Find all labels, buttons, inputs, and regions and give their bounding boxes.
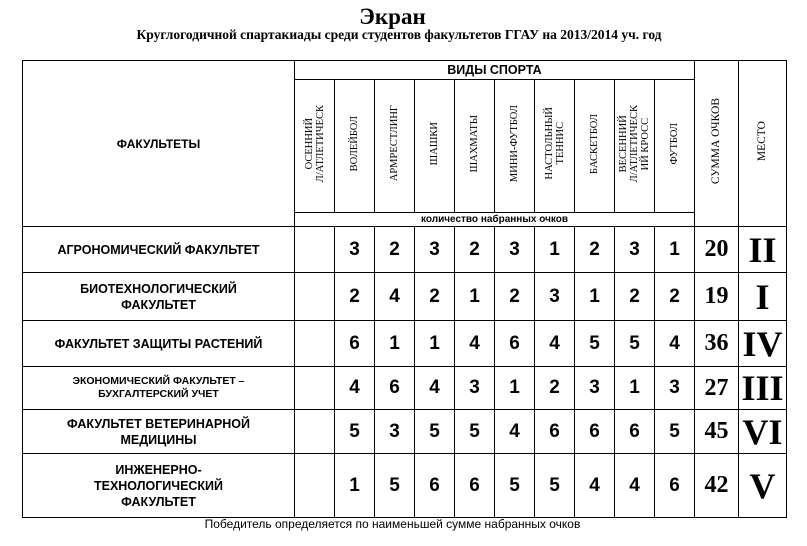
sum-cell: 45: [695, 410, 739, 454]
page-title: Экран: [359, 4, 426, 29]
score-cell: 6: [415, 454, 455, 518]
footer-note: Победитель определяется по наименьшей сумме набранных очков: [204, 517, 581, 531]
faculty-name: ИНЖЕНЕРНО- ТЕХНОЛОГИЧЕСКИЙ ФАКУЛЬТЕТ: [23, 454, 295, 518]
score-cell: 6: [375, 367, 415, 410]
place-cell: V: [739, 454, 787, 518]
score-cell: 6: [655, 454, 695, 518]
points-label: количество набранных очков: [295, 213, 695, 227]
faculty-row: [23, 367, 787, 410]
score-cell: 4: [375, 273, 415, 321]
place-header: МЕСТО: [739, 61, 787, 227]
place-cell: II: [739, 227, 787, 273]
score-cell: 1: [615, 367, 655, 410]
score-cell: 3: [615, 227, 655, 273]
sports-header: ВИДЫ СПОРТА: [295, 61, 695, 80]
sport-header: МИНИ-ФУТБОЛ: [495, 80, 535, 213]
faculty-name: БИОТЕХНОЛОГИЧЕСКИЙ ФАКУЛЬТЕТ: [23, 273, 295, 321]
sport-header: ФУТБОЛ: [655, 80, 695, 213]
score-cell: 2: [455, 227, 495, 273]
sport-header: ШАХМАТЫ: [455, 80, 495, 213]
score-cell: 5: [655, 410, 695, 454]
score-cell: [295, 273, 335, 321]
faculties-header: ФАКУЛЬТЕТЫ: [23, 61, 295, 227]
score-cell: 2: [655, 273, 695, 321]
sum-cell: 19: [695, 273, 739, 321]
sport-header: ОСЕННИЙ Л/АТЛЕТИЧЕСК: [295, 80, 335, 213]
score-cell: 6: [455, 454, 495, 518]
score-cell: 1: [655, 227, 695, 273]
results-table: [22, 60, 787, 518]
sport-header: НАСТОЛЬНЫЙ ТЕННИС: [535, 80, 575, 213]
page-subtitle: Круглогодичной спартакиады среди студентов факультетов ГГАУ на 2013/2014 уч. год: [136, 27, 662, 42]
score-cell: [295, 454, 335, 518]
faculty-row: [23, 273, 787, 321]
score-cell: 1: [535, 227, 575, 273]
sum-cell: 36: [695, 321, 739, 367]
score-cell: 4: [335, 367, 375, 410]
score-cell: 2: [415, 273, 455, 321]
score-cell: 3: [455, 367, 495, 410]
place-cell: I: [739, 273, 787, 321]
score-cell: 2: [575, 227, 615, 273]
faculty-row: [23, 227, 787, 273]
score-cell: [295, 321, 335, 367]
score-cell: 2: [335, 273, 375, 321]
faculty-row: [23, 321, 787, 367]
score-cell: 5: [495, 454, 535, 518]
score-cell: 1: [335, 454, 375, 518]
sum-cell: 27: [695, 367, 739, 410]
score-cell: 1: [455, 273, 495, 321]
score-cell: 3: [535, 273, 575, 321]
score-cell: 4: [455, 321, 495, 367]
faculty-name: ФАКУЛЬТЕТ ЗАЩИТЫ РАСТЕНИЙ: [23, 321, 295, 367]
faculty-name: ФАКУЛЬТЕТ ВЕТЕРИНАРНОЙ МЕДИЦИНЫ: [23, 410, 295, 454]
score-cell: 2: [535, 367, 575, 410]
score-cell: 3: [655, 367, 695, 410]
score-cell: [295, 410, 335, 454]
score-cell: 6: [495, 321, 535, 367]
score-cell: 5: [375, 454, 415, 518]
score-cell: 2: [495, 273, 535, 321]
score-cell: 3: [495, 227, 535, 273]
sum-cell: 42: [695, 454, 739, 518]
score-cell: 6: [575, 410, 615, 454]
faculty-row: [23, 454, 787, 518]
score-cell: 4: [495, 410, 535, 454]
place-cell: III: [739, 367, 787, 410]
score-cell: 5: [615, 321, 655, 367]
score-cell: 4: [535, 321, 575, 367]
sport-header: АРМРЕСТЛИНГ: [375, 80, 415, 213]
score-cell: 3: [415, 227, 455, 273]
score-cell: [295, 227, 335, 273]
score-cell: 1: [495, 367, 535, 410]
score-cell: 4: [575, 454, 615, 518]
score-cell: 1: [415, 321, 455, 367]
sport-header: ШАШКИ: [415, 80, 455, 213]
score-cell: 5: [535, 454, 575, 518]
score-cell: [295, 367, 335, 410]
sport-header: ВОЛЕЙБОЛ: [335, 80, 375, 213]
faculty-name: АГРОНОМИЧЕСКИЙ ФАКУЛЬТЕТ: [23, 227, 295, 273]
sport-header: ВЕСЕННИЙ Л/АТЛЕТИЧЕСК ИЙ КРОСС: [615, 80, 655, 213]
score-cell: 6: [535, 410, 575, 454]
score-cell: 3: [575, 367, 615, 410]
score-cell: 5: [575, 321, 615, 367]
score-cell: 4: [655, 321, 695, 367]
score-cell: 6: [335, 321, 375, 367]
faculty-row: [23, 410, 787, 454]
score-cell: 4: [615, 454, 655, 518]
faculty-name: ЭКОНОМИЧЕСКИЙ ФАКУЛЬТЕТ – БУХГАЛТЕРСКИЙ УЧЕТ: [23, 367, 295, 410]
sport-header: БАСКЕТБОЛ: [575, 80, 615, 213]
sum-cell: 20: [695, 227, 739, 273]
sum-header: СУММА ОЧКОВ: [695, 61, 739, 227]
score-cell: 6: [615, 410, 655, 454]
place-cell: IV: [739, 321, 787, 367]
score-cell: 5: [335, 410, 375, 454]
score-cell: 4: [415, 367, 455, 410]
score-cell: 3: [375, 410, 415, 454]
score-cell: 5: [415, 410, 455, 454]
place-cell: VI: [739, 410, 787, 454]
score-cell: 2: [375, 227, 415, 273]
score-cell: 1: [575, 273, 615, 321]
score-cell: 3: [335, 227, 375, 273]
score-cell: 2: [615, 273, 655, 321]
score-cell: 1: [375, 321, 415, 367]
score-cell: 5: [455, 410, 495, 454]
